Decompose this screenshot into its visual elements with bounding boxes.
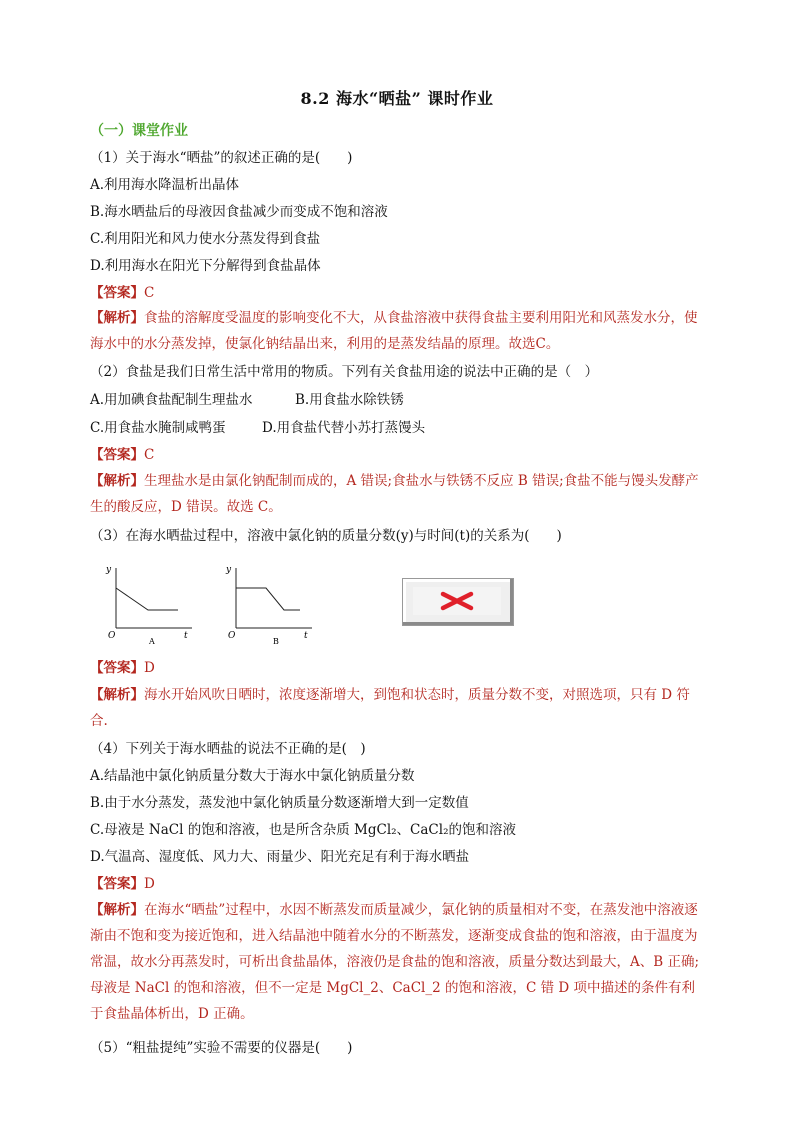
q4-option-d: D.气温高、湿度低、风力大、雨量少、阳光充足有利于海水晒盐 [90, 849, 470, 865]
analysis-label: 【解析】 [90, 473, 144, 489]
q3-graph-a-t-label: t [184, 631, 188, 641]
analysis-label: 【解析】 [90, 310, 144, 326]
q3-answer-value: D [144, 660, 155, 676]
q4-stem: （4）下列关于海水晒盐的说法不正确的是( ) [90, 741, 366, 757]
q3-graph-a-y-label: y [106, 565, 112, 575]
q1-option-d: D.利用海水在阳光下分解得到食盐晶体 [90, 258, 321, 274]
q4-analysis-text: 在海水“晒盐”过程中，水因不断蒸发而质量减少，氯化钠的质量相对不变，在蒸发池中溶液逐渐由不饱和变为接近饱和，进入结晶池中随着水分的不断蒸发，逐渐变成食盐的饱和溶液，由于温度为常温，故水分再蒸发时，可析出食盐晶体，溶液仍是食盐的饱和溶液，质量分数达到最大，A、B 正确;母液是 NaCl 的饱和溶液，但不一定是 MgCl_2、CaCl_2 的饱和溶液，C 错 D 项中描述的条件有利于食盐晶体析出，D 正确。 [90, 902, 700, 1022]
q2-option-d: D.用食盐代替小苏打蒸馒头 [262, 420, 426, 436]
broken-image-x-icon [402, 578, 514, 626]
section-heading: （一）课堂作业 [90, 123, 188, 139]
q1-option-b: B.海水晒盐后的母液因食盐减少而变成不饱和溶液 [90, 204, 388, 220]
q3-graph-b-t-label: t [304, 631, 308, 641]
q1-analysis-text: 食盐的溶解度受温度的影响变化不大，从食盐溶液中获得食盐主要利用阳光和风蒸发水分，使海水中的水分蒸发掉，使氯化钠结晶出来，利用的是蒸发结晶的原理。故选C。 [90, 310, 698, 352]
q3-graph-b [216, 560, 316, 646]
q2-stem: （2）食盐是我们日常生活中常用的物质。下列有关食盐用途的说法中正确的是（ ） [90, 364, 599, 380]
q3-graph-a-label: A [149, 637, 155, 646]
q4-option-c: C.母液是 NaCl 的饱和溶液，也是所含杂质 MgCl₂、CaCl₂的饱和溶液 [90, 822, 516, 838]
q2-answer-value: C [144, 447, 155, 463]
q3-graph-a-origin: O [108, 631, 116, 641]
q3-graph-b-curve [236, 588, 300, 610]
q1-analysis [90, 305, 702, 357]
q2-analysis [90, 468, 702, 520]
q2-option-b: B.用食盐水除铁锈 [295, 392, 404, 408]
analysis-label: 【解析】 [90, 687, 144, 703]
q3-stem: （3）在海水晒盐过程中，溶液中氯化钠的质量分数(y)与时间(t)的关系为( ) [90, 528, 562, 544]
q1-option-a: A.利用海水降温析出晶体 [90, 177, 240, 193]
q3-graph-b-svg [216, 560, 316, 646]
q1-stem: （1）关于海水“晒盐”的叙述正确的是( ) [90, 150, 353, 166]
q4-analysis [90, 897, 702, 1027]
q3-graph-a-curve [116, 588, 178, 610]
q1-option-c: C.利用阳光和风力使水分蒸发得到食盐 [90, 231, 321, 247]
q3-graph-b-label: B [273, 637, 279, 646]
q2-options-row-2 [90, 418, 425, 438]
page-title: 8.2 海水“晒盐” 课时作业 [300, 89, 494, 108]
analysis-label: 【解析】 [90, 902, 144, 918]
q4-option-b: B.由于水分蒸发，蒸发池中氯化钠质量分数逐渐增大到一定数值 [90, 795, 469, 811]
q2-answer [90, 445, 154, 465]
q3-graph-a [96, 560, 196, 646]
q5-stem: （5）“粗盐提纯”实验不需要的仪器是( ) [90, 1040, 353, 1056]
answer-label: 【答案】 [90, 285, 144, 301]
q2-options-row-1 [90, 390, 404, 410]
q3-answer [90, 658, 155, 678]
answer-label: 【答案】 [90, 660, 144, 676]
q2-option-a: A.用加碘食盐配制生理盐水 [90, 392, 253, 408]
answer-label: 【答案】 [90, 876, 144, 892]
answer-label: 【答案】 [90, 447, 144, 463]
q1-answer [90, 283, 154, 303]
q3-graph-b-origin: O [228, 631, 236, 641]
q3-graph-a-svg [96, 560, 196, 646]
q3-analysis-text: 海水开始风吹日晒时，浓度逐渐增大，到饱和状态时，质量分数不变，对照选项，只有 D 符合. [90, 687, 690, 729]
q3-graph-b-y-label: y [226, 565, 232, 575]
q4-answer [90, 874, 155, 894]
q4-option-a: A.结晶池中氯化钠质量分数大于海水中氯化钠质量分数 [90, 768, 415, 784]
q2-analysis-text: 生理盐水是由氯化钠配制而成的，A 错误;食盐水与铁锈不反应 B 错误;食盐不能与馒头发酵产生的酸反应，D 错误。故选 C。 [90, 473, 699, 515]
q3-analysis [90, 682, 702, 734]
q2-option-c: C.用食盐水腌制咸鸭蛋 [90, 420, 226, 436]
q1-answer-value: C [144, 285, 155, 301]
q4-answer-value: D [144, 876, 155, 892]
